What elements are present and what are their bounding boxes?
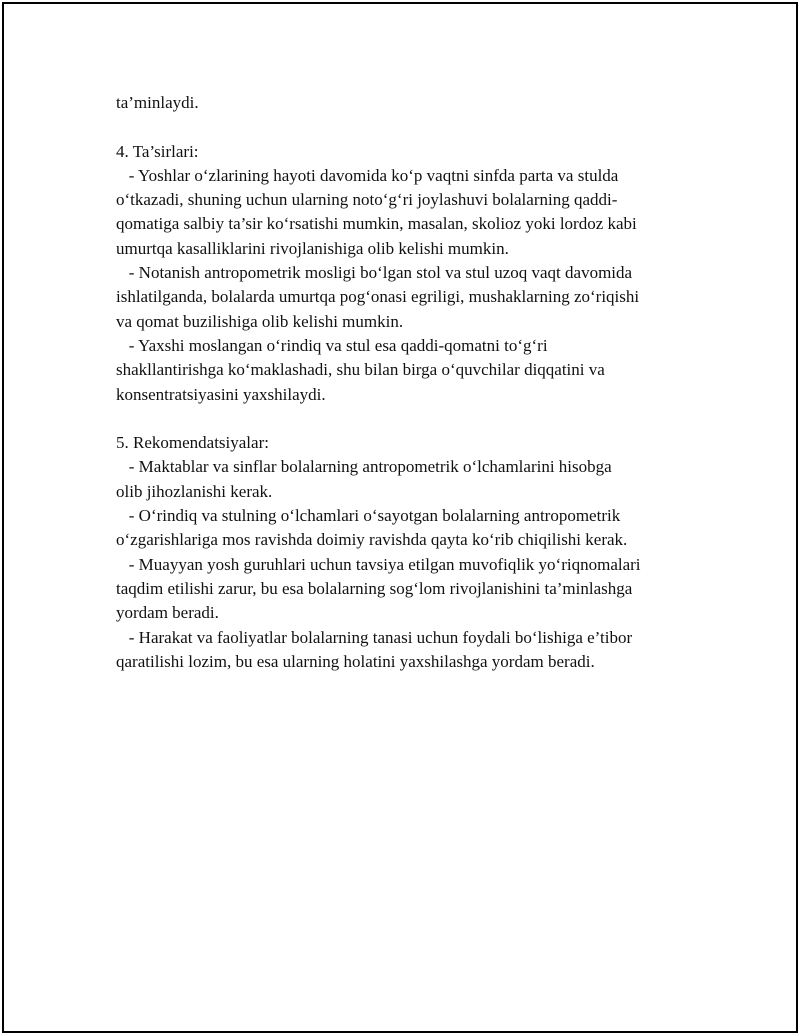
text-line: - O‘rindiq va stulning o‘lchamlari o‘sayotgan bolalarning antropometrik xyxy=(116,506,621,526)
text-line: qaratilishi lozim, bu esa ularning holatini yaxshilashga yordam beradi. xyxy=(116,651,595,671)
text-line: o‘zgarishlariga mos ravishda doimiy ravishda qayta ko‘rib chiqilishi kerak. xyxy=(116,530,628,550)
intro-line: ta’minlaydi. xyxy=(116,93,199,112)
text-line: o‘tkazadi, shuning uchun ularning noto‘g‘ri joylashuvi bolalarning qaddi- xyxy=(116,190,618,210)
text-line: umurtqa kasalliklarini rivojlanishiga olib kelishi mumkin. xyxy=(116,238,509,258)
text-line: shakllantirishga ko‘maklashadi, shu bilan birga o‘quvchilar diqqatini va xyxy=(116,360,605,380)
text-line: ishlatilganda, bolalarda umurtqa pog‘onasi egriligi, mushaklarning zo‘riqishi xyxy=(116,287,640,307)
text-line: va qomat buzilishiga olib kelishi mumkin. xyxy=(116,311,404,331)
paragraph-spacer xyxy=(116,115,696,139)
text-line: - Notanish antropometrik mosligi bo‘lgan stol va stul uzoq vaqt davomida xyxy=(116,263,633,283)
text-line: - Yaxshi moslangan o‘rindiq va stul esa qaddi-qomatni to‘g‘ri xyxy=(116,335,548,355)
section-recommendations xyxy=(116,431,696,674)
section-heading: 4. Ta’sirlari: xyxy=(116,141,199,161)
text-line: - Muayyan yosh guruhlari uchun tavsiya etilgan muvofiqlik yo‘riqnomalari xyxy=(116,554,641,574)
text-line: taqdim etilishi zarur, bu esa bolalarning sog‘lom rivojlanishini ta’minlashga xyxy=(116,578,633,598)
text-line: - Harakat va faoliyatlar bolalarning tanasi uchun foydali bo‘lishiga e’tibor xyxy=(116,627,633,647)
text-line: - Maktablar va sinflar bolalarning antropometrik o‘lchamlarini hisobga xyxy=(116,457,612,477)
text-line: konsentratsiyasini yaxshilaydi. xyxy=(116,384,326,404)
paragraph-spacer xyxy=(116,407,696,431)
text-line: yordam beradi. xyxy=(116,603,219,623)
text-line: olib jihozlanishi kerak. xyxy=(116,481,273,501)
document-body xyxy=(116,91,696,674)
section-effects xyxy=(116,140,696,407)
text-line: qomatiga salbiy ta’sir ko‘rsatishi mumkin, masalan, skolioz yoki lordoz kabi xyxy=(116,214,637,234)
text-line: - Yoshlar o‘zlarining hayoti davomida ko‘p vaqtni sinfda parta va stulda xyxy=(116,165,619,185)
section-heading: 5. Rekomendatsiyalar: xyxy=(116,433,269,453)
